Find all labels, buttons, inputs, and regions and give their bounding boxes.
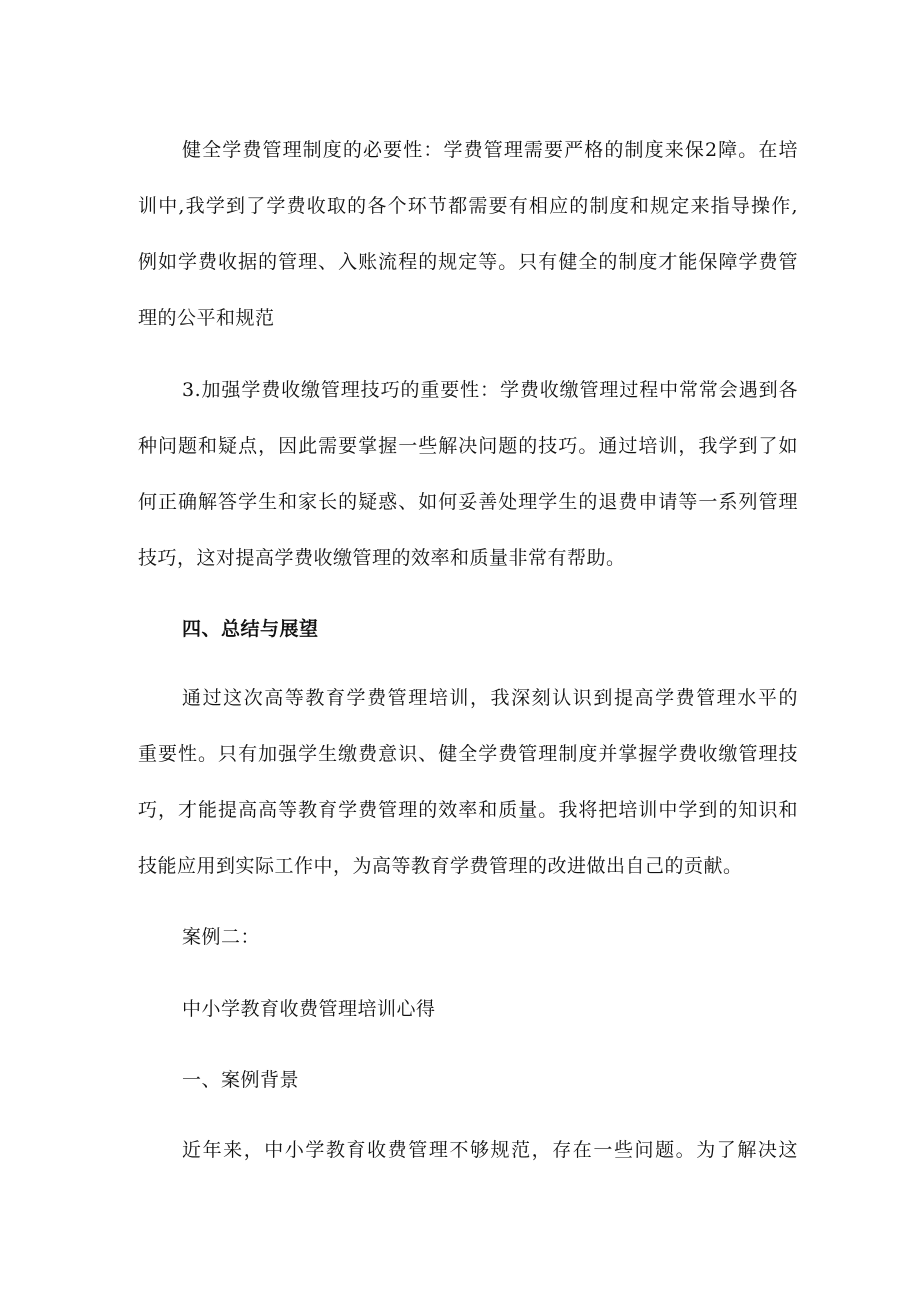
paragraph-3-line-4: 技能应用到实际工作中，为高等教育学费管理的改进做出自己的贡献。 xyxy=(138,855,743,877)
paragraph-4-line-1: 近年来，中小学教育收费管理不够规范，存在一些问题。为了解决这 xyxy=(182,1139,798,1161)
paragraph-2-line-3: 何正确解答学生和家长的疑惑、如何妥善处理学生的退费申请等一系列管理 xyxy=(138,491,798,513)
paragraph-1-line-3: 例如学费收据的管理、入账流程的规定等。只有健全的制度才能保障学费管 xyxy=(138,251,798,273)
paragraph-2-line-1: 3.加强学费收缴管理技巧的重要性：学费收缴管理过程中常常会遇到各 xyxy=(182,379,798,401)
case-section-heading: 一、案例背景 xyxy=(182,1069,300,1091)
case-title: 中小学教育收费管理培训心得 xyxy=(182,998,436,1020)
section-heading-summary: 四、总结与展望 xyxy=(182,618,319,640)
case-label: 案例二： xyxy=(182,926,261,948)
paragraph-2-line-4: 技巧，这对提高学费收缴管理的效率和质量非常有帮助。 xyxy=(138,547,626,569)
paragraph-1-line-2: 训中,我学到了学费收取的各个环节都需要有相应的制度和规定来指导操作, xyxy=(138,195,798,217)
paragraph-1-line-4: 理的公平和规范 xyxy=(138,307,275,329)
paragraph-3-line-2: 重要性。只有加强学生缴费意识、健全学费管理制度并掌握学费收缴管理技 xyxy=(138,743,798,765)
paragraph-1-line-1: 健全学费管理制度的必要性：学费管理需要严格的制度来保2障。在培 xyxy=(182,139,798,161)
paragraph-3-line-3: 巧，才能提高高等教育学费管理的效率和质量。我将把培训中学到的知识和 xyxy=(138,799,798,821)
paragraph-3-line-1: 通过这次高等教育学费管理培训，我深刻认识到提高学费管理水平的 xyxy=(182,687,798,709)
paragraph-2-line-2: 种问题和疑点，因此需要掌握一些解决问题的技巧。通过培训，我学到了如 xyxy=(138,435,798,457)
